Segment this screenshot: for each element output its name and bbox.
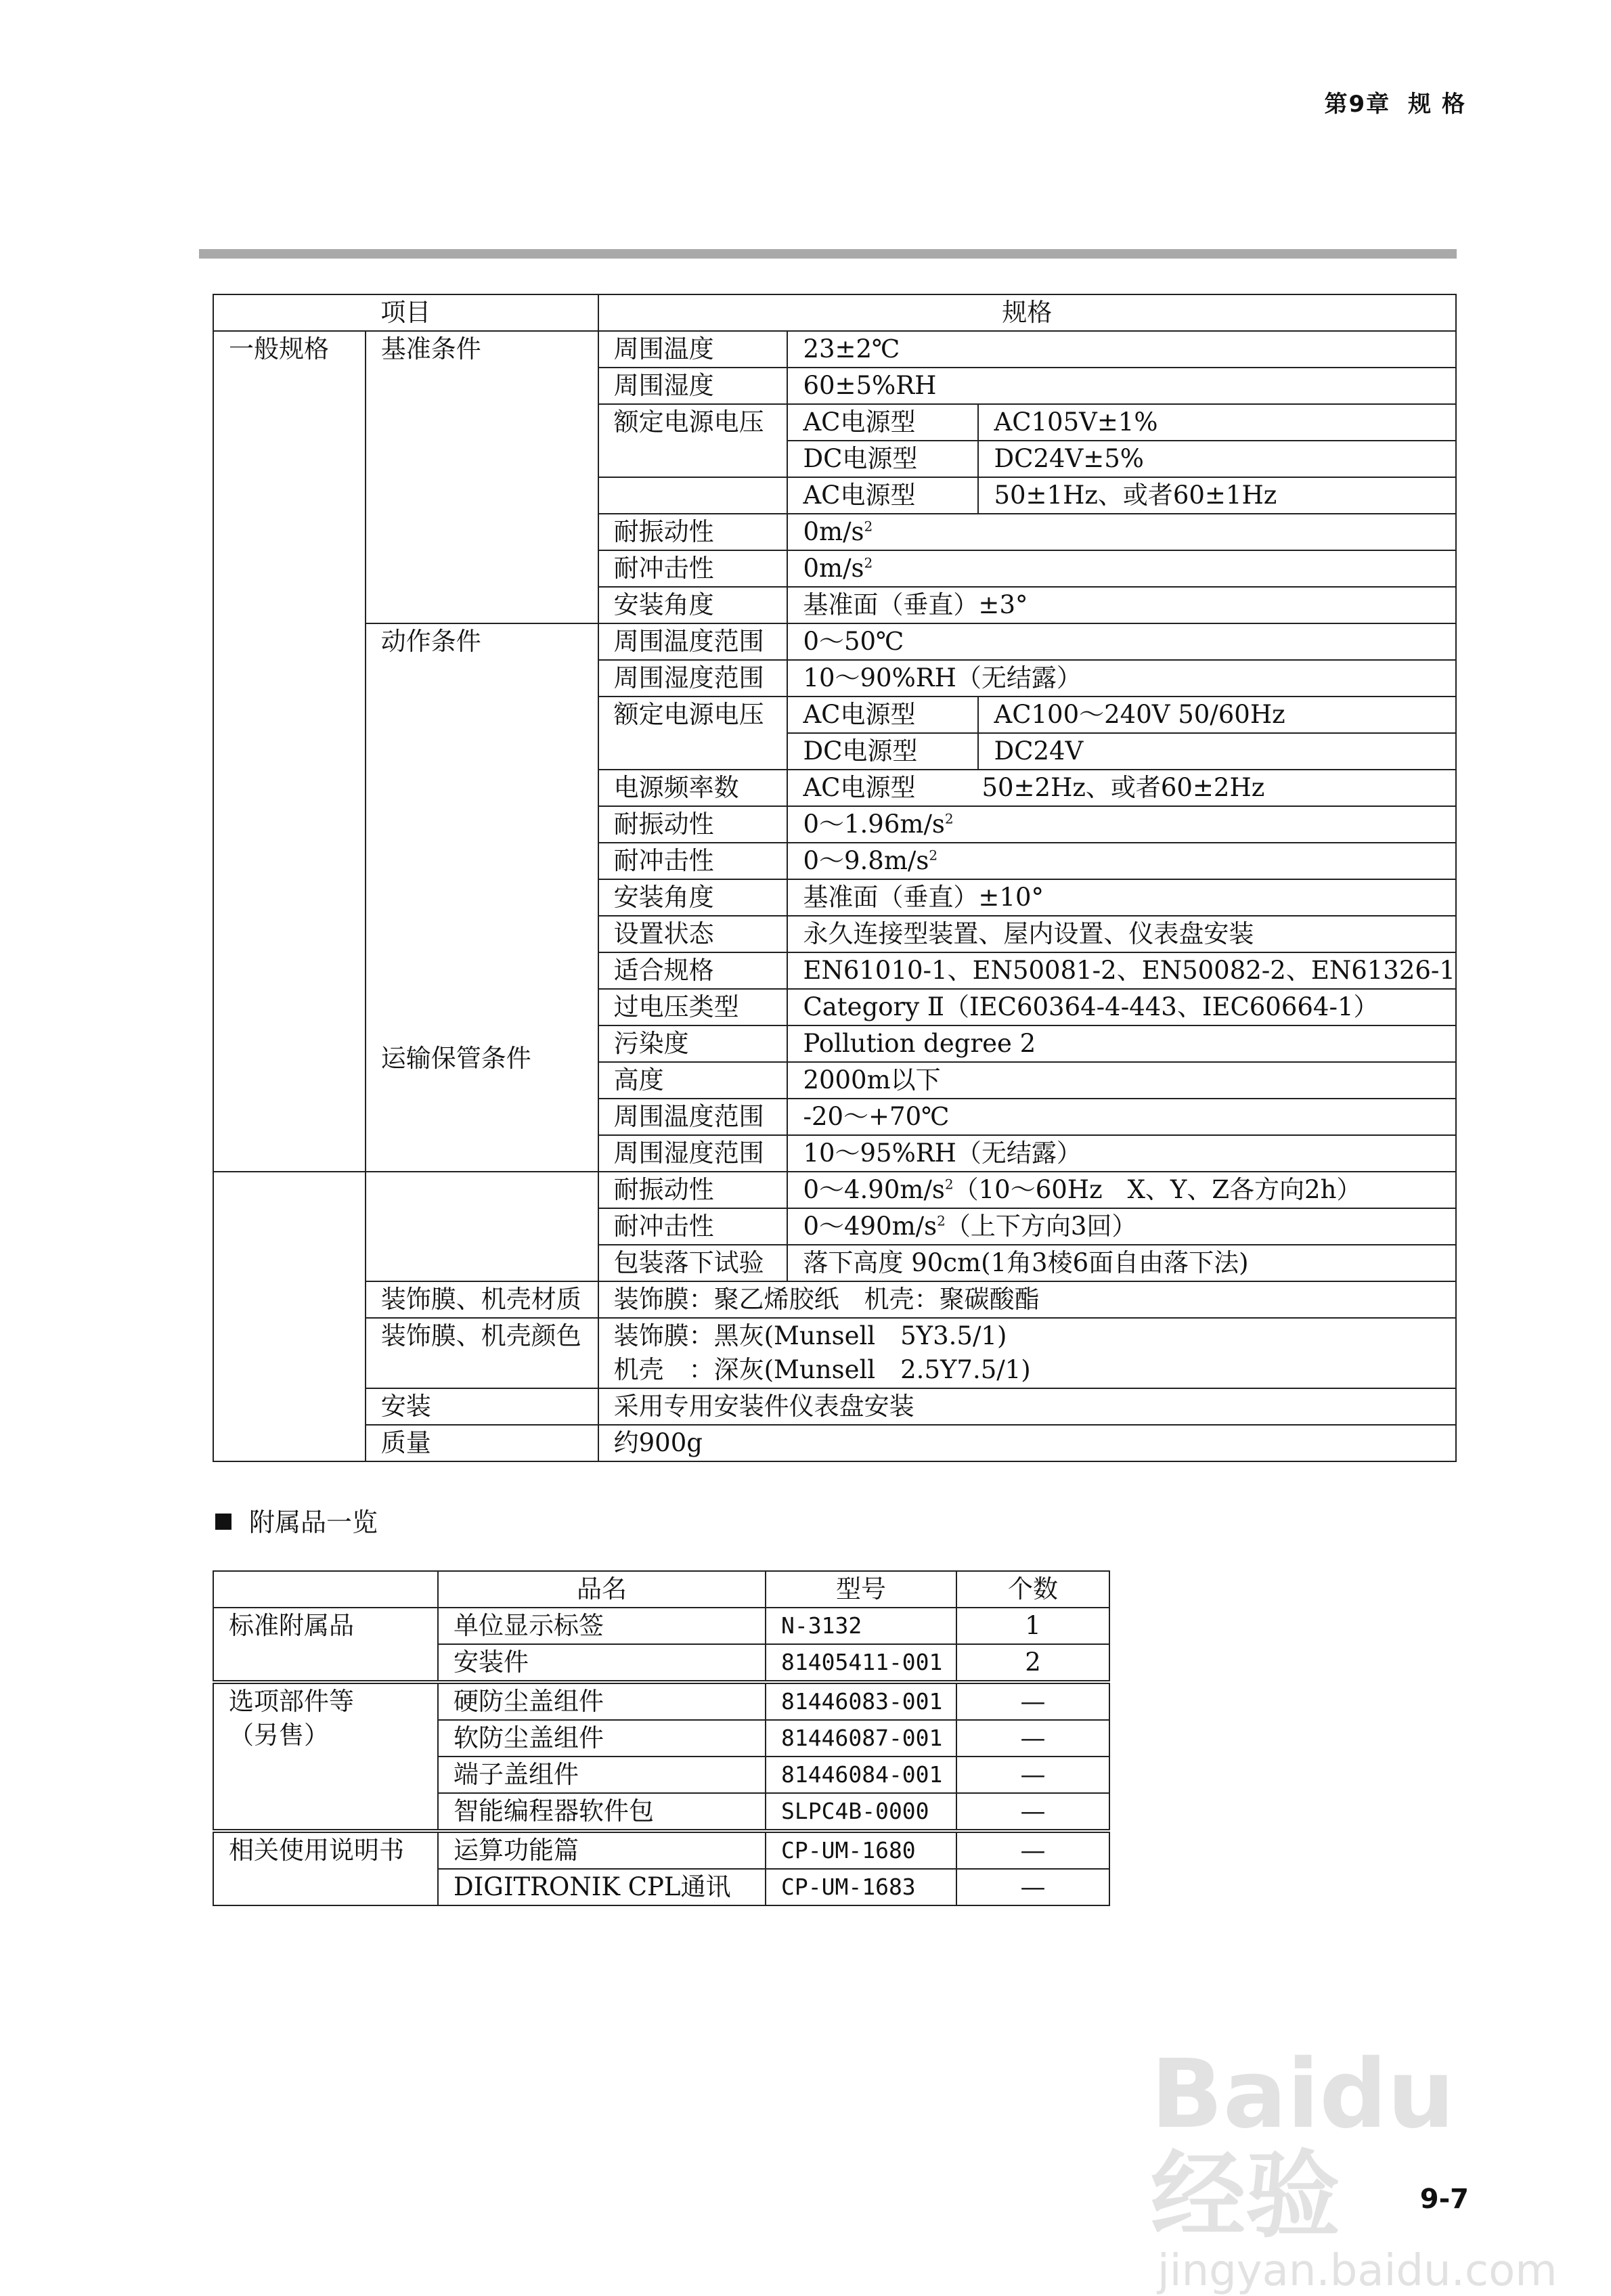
item-name: 单位显示标签 (438, 1608, 766, 1644)
row-value: 落下高度 90cm(1角3棱6面自由落下法) (787, 1245, 1456, 1281)
chapter-title: 规 格 (1408, 91, 1466, 118)
empty-cell (213, 1172, 366, 1461)
superscript: 2 (929, 847, 938, 864)
row-label: 安装角度 (598, 587, 788, 623)
chapter-header (1324, 85, 1466, 118)
superscript: 2 (944, 1176, 954, 1193)
row-label: 耐冲击性 (598, 843, 788, 879)
row-label: 周围温度 (598, 331, 788, 368)
row-value (787, 806, 1456, 843)
row-value: AC105V±1% (978, 404, 1456, 441)
row-value: 50±1Hz、或者60±1Hz (978, 477, 1456, 514)
row-label: 耐振动性 (598, 1172, 788, 1208)
row-value: 23±2℃ (787, 331, 1456, 368)
row-value: 60±5%RH (787, 368, 1456, 404)
row-value: 约900g (598, 1425, 1456, 1461)
row-value: Pollution degree 2 (787, 1025, 1456, 1062)
row-label: 装饰膜、机壳颜色 (366, 1318, 598, 1388)
row-label: 耐冲击性 (598, 550, 788, 587)
item-qty: — (956, 1757, 1109, 1793)
color-line-1: 装饰膜：黑灰(Munsell 5Y3.5/1) (613, 1321, 1007, 1350)
row-label: 污染度 (598, 1025, 788, 1062)
row-value: 0～50℃ (787, 623, 1456, 660)
table-row (213, 1831, 1109, 1869)
value-text: 0～4.90m/s (803, 1175, 945, 1204)
table-row (213, 1425, 1456, 1461)
head-qty: 个数 (956, 1571, 1109, 1608)
power-type: AC电源型 (803, 773, 916, 802)
table-row (213, 1608, 1109, 1644)
empty-head (213, 1571, 438, 1608)
group-label-line: 选项部件等 (229, 1687, 354, 1716)
item-name: 智能编程器软件包 (438, 1793, 766, 1831)
row-label: 质量 (366, 1425, 598, 1461)
row-value (598, 1318, 1456, 1388)
row-label: 周围湿度范围 (598, 1135, 788, 1172)
general-spec-label: 一般规格 (213, 331, 366, 1172)
item-qty: — (956, 1682, 1109, 1720)
row-value (787, 1208, 1456, 1245)
item-model: CP-UM-1683 (766, 1869, 956, 1905)
power-type: AC电源型 (787, 697, 978, 733)
row-value: 10～90%RH（无结露） (787, 660, 1456, 697)
item-qty: — (956, 1831, 1109, 1869)
table-row (213, 1281, 1456, 1318)
item-qty: 1 (956, 1608, 1109, 1644)
value-text: 0m/s (803, 554, 864, 583)
item-model: 81446083-001 (766, 1682, 956, 1720)
superscript: 2 (864, 518, 873, 535)
item-qty: — (956, 1869, 1109, 1905)
superscript: 2 (937, 1212, 946, 1229)
accessories-title-text: 附属品一览 (249, 1507, 378, 1537)
row-value: 10～95%RH（无结露） (787, 1135, 1456, 1172)
base-cond-label: 基准条件 (366, 331, 598, 623)
group-label-line: （另售） (229, 1721, 329, 1750)
row-label: 适合规格 (598, 952, 788, 989)
item-model: 81446087-001 (766, 1720, 956, 1757)
value-text: 0～490m/s (803, 1212, 937, 1241)
header-rule (199, 249, 1457, 259)
item-name: 运算功能篇 (438, 1831, 766, 1869)
row-value (787, 514, 1456, 550)
item-name: DIGITRONIK CPL通讯 (438, 1869, 766, 1905)
item-qty: 2 (956, 1644, 1109, 1682)
row-label: 电源频率数 (598, 770, 788, 806)
value-text: 50±2Hz、或者60±2Hz (981, 773, 1265, 802)
table-row (213, 1318, 1456, 1388)
row-label: 耐振动性 (598, 806, 788, 843)
accessories-header-row (213, 1571, 1109, 1608)
spec-head-spec: 规格 (598, 294, 1456, 331)
row-value: 采用专用安装件仪表盘安装 (598, 1388, 1456, 1425)
row-value: 2000m以下 (787, 1062, 1456, 1099)
value-text: 0m/s (803, 517, 864, 546)
accessories-table (213, 1570, 1110, 1906)
row-value: AC100～240V 50/60Hz (978, 697, 1456, 733)
row-label: 高度 (598, 1062, 788, 1099)
superscript: 2 (944, 810, 954, 827)
row-value: DC24V±5% (978, 441, 1456, 477)
item-model: SLPC4B-0000 (766, 1793, 956, 1831)
row-label: 耐冲击性 (598, 1208, 788, 1245)
spec-head-item: 项目 (213, 294, 598, 331)
page-number: 9-7 (1419, 2184, 1469, 2215)
row-label: 周围温度范围 (598, 1099, 788, 1135)
item-name: 安装件 (438, 1644, 766, 1682)
row-label: 额定电源电压 (598, 697, 788, 770)
value-text: 0～1.96m/s (803, 810, 945, 839)
item-qty: — (956, 1793, 1109, 1831)
group-label: 相关使用说明书 (213, 1831, 438, 1905)
table-row (213, 1388, 1456, 1425)
transport-cond-label: 运输保管条件 (380, 1044, 531, 1073)
table-row (213, 331, 1456, 368)
item-model: CP-UM-1680 (766, 1831, 956, 1869)
row-value: -20～+70℃ (787, 1099, 1456, 1135)
row-value: 永久连接型装置、屋内设置、仪表盘安装 (787, 916, 1456, 952)
row-value (787, 550, 1456, 587)
watermark-url: jingyan.baidu.com (1157, 2246, 1558, 2296)
head-model: 型号 (766, 1571, 956, 1608)
row-value: EN61010-1、EN50081-2、EN50082-2、EN61326-1 (787, 952, 1456, 989)
row-label: 过电压类型 (598, 989, 788, 1025)
op-cond-cell (366, 623, 598, 1172)
row-value: DC24V (978, 733, 1456, 770)
item-model: 81446084-001 (766, 1757, 956, 1793)
op-cond-label: 动作条件 (380, 627, 481, 656)
row-label: 周围湿度范围 (598, 660, 788, 697)
head-name: 品名 (438, 1571, 766, 1608)
row-label: 安装角度 (598, 879, 788, 916)
row-label: 安装 (366, 1388, 598, 1425)
row-label: 装饰膜、机壳材质 (366, 1281, 598, 1318)
row-value: 基准面（垂直）±10° (787, 879, 1456, 916)
row-value: 基准面（垂直）±3° (787, 587, 1456, 623)
row-label: 包装落下试验 (598, 1245, 788, 1281)
row-value: Category Ⅱ（IEC60364-4-443、IEC60664-1） (787, 989, 1456, 1025)
row-label: 耐振动性 (598, 514, 788, 550)
power-type: DC电源型 (787, 733, 978, 770)
power-type: AC电源型 (787, 404, 978, 441)
power-type: DC电源型 (787, 441, 978, 477)
value-text: （上下方向3回） (945, 1212, 1137, 1241)
accessories-title (215, 1501, 378, 1539)
value-text: （10～60Hz X、Y、Z各方向2h） (953, 1175, 1362, 1204)
value-text: 0～9.8m/s (803, 846, 929, 875)
watermark-logo: Baidu经验 (1151, 2039, 1455, 2251)
row-label: 周围温度范围 (598, 623, 788, 660)
item-model: N-3132 (766, 1608, 956, 1644)
table-row (213, 1682, 1109, 1720)
row-value (787, 843, 1456, 879)
spec-table (213, 294, 1457, 1462)
table-row (213, 1172, 1456, 1208)
row-value: 装饰膜：聚乙烯胶纸 机壳：聚碳酸酯 (598, 1281, 1456, 1318)
item-name: 端子盖组件 (438, 1757, 766, 1793)
item-name: 软防尘盖组件 (438, 1720, 766, 1757)
row-label: 周围湿度 (598, 368, 788, 404)
row-label-empty (598, 477, 788, 514)
color-line-2: 机壳 ：深灰(Munsell 2.5Y7.5/1) (613, 1355, 1031, 1384)
superscript: 2 (864, 554, 873, 571)
item-model: 81405411-001 (766, 1644, 956, 1682)
bullet-square-icon (215, 1514, 231, 1530)
item-name: 硬防尘盖组件 (438, 1682, 766, 1720)
row-label: 额定电源电压 (598, 404, 788, 477)
spec-header-row (213, 294, 1456, 331)
group-label (213, 1682, 438, 1831)
row-value (787, 1172, 1456, 1208)
baidu-watermark (1151, 2039, 1558, 2296)
power-type: AC电源型 (787, 477, 978, 514)
item-qty: — (956, 1720, 1109, 1757)
row-value (787, 770, 1456, 806)
chapter-number: 第9章 (1324, 91, 1391, 118)
empty-cell (366, 1172, 598, 1281)
group-label: 标准附属品 (213, 1608, 438, 1682)
row-label: 设置状态 (598, 916, 788, 952)
table-row (213, 623, 1456, 660)
